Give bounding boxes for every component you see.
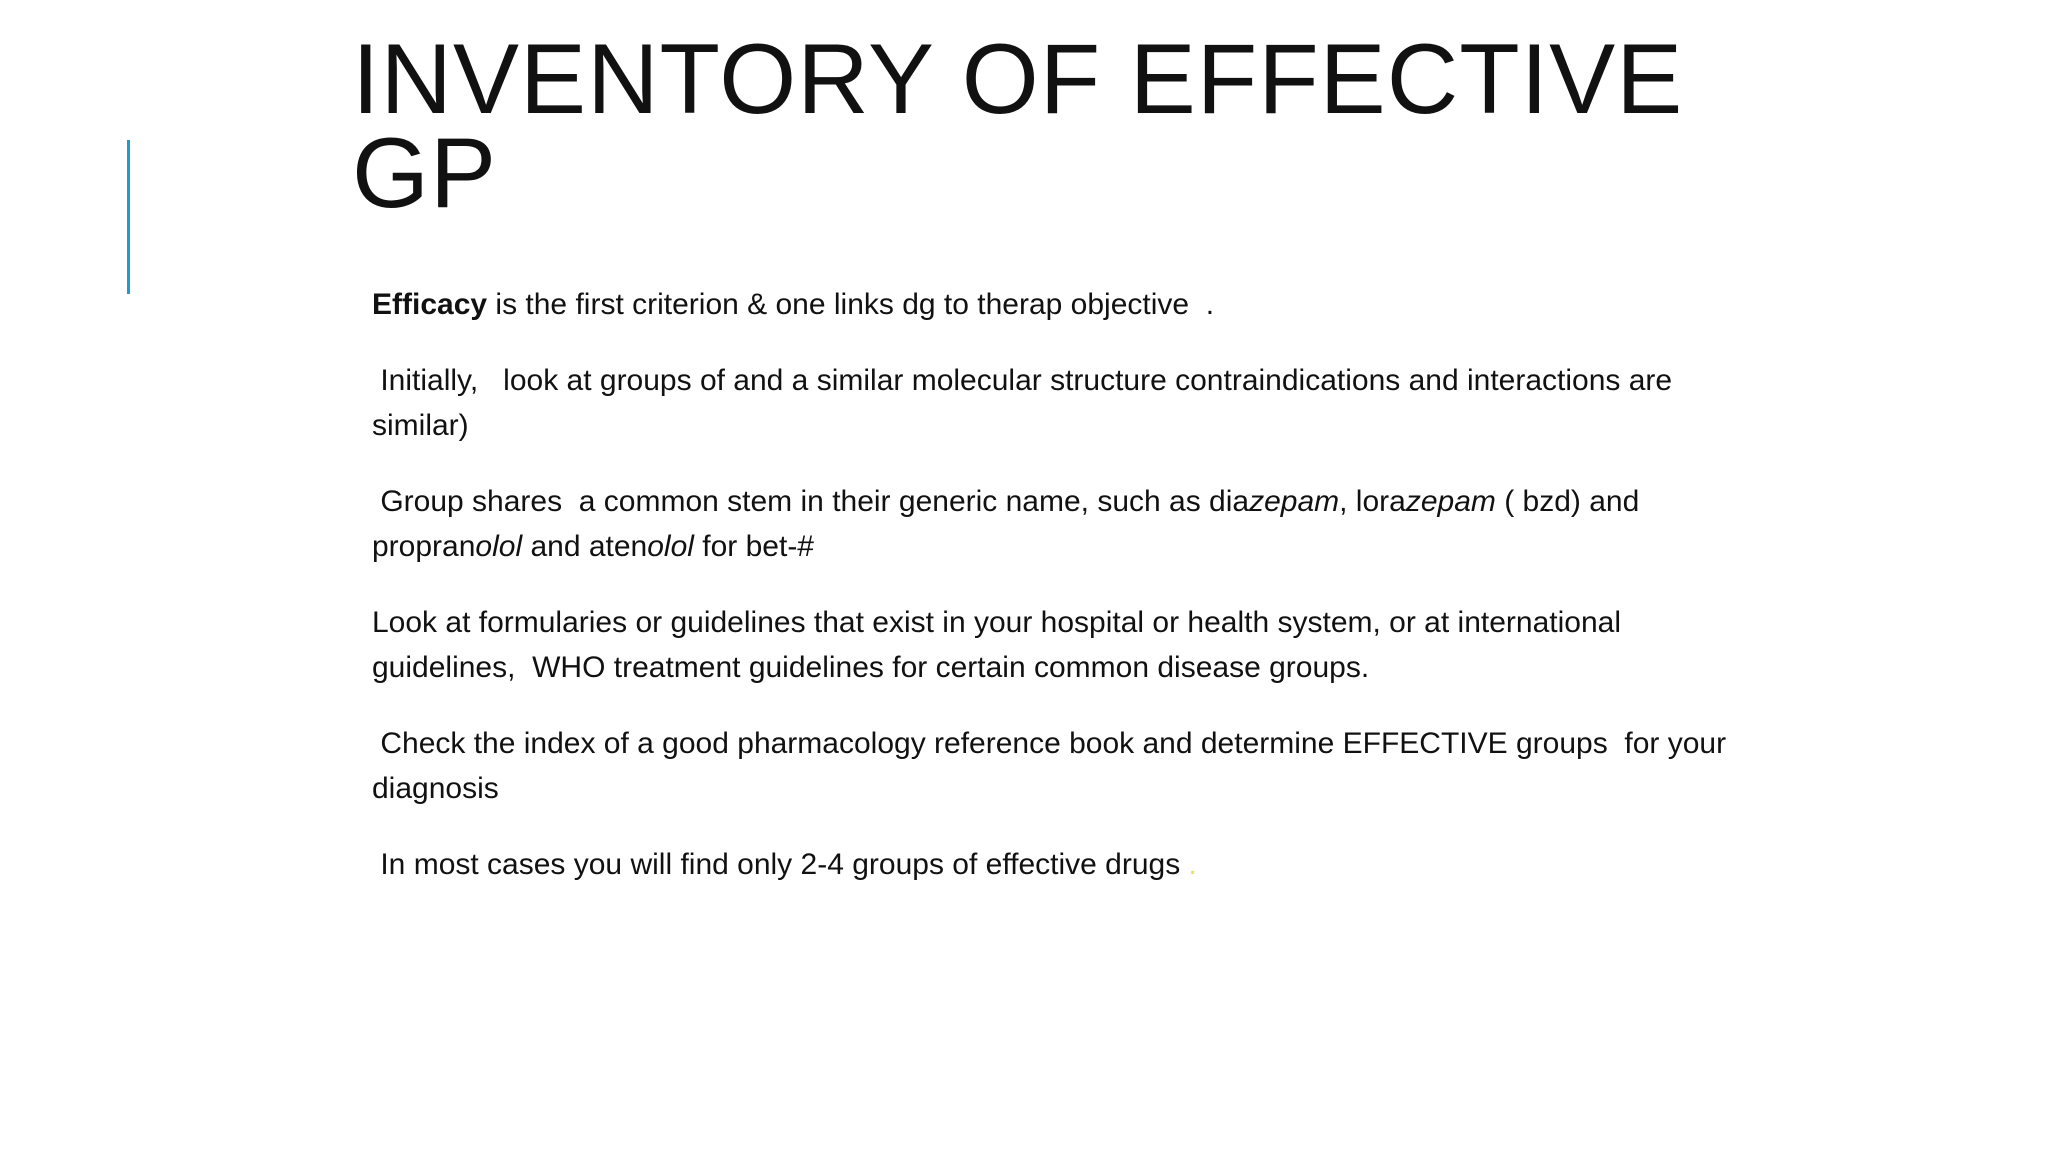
stem-italic-olol-2: olol: [647, 530, 694, 563]
stem-italic-olol-1: olol: [475, 530, 523, 563]
stem-text-g: and aten: [522, 530, 648, 563]
slide-title: [352, 23, 1952, 228]
stem-text-i: for bet-#: [693, 530, 814, 563]
stem-italic-zepam-1: zepam: [1249, 485, 1340, 518]
paragraph-group-stem: [372, 479, 1752, 569]
paragraph-formularies: Look at formularies or guidelines that exist in your hospital or health system, or at international guidelines, WHO treatment guidelines for certain common disease groups.: [372, 606, 1630, 684]
stem-text-e: ( bzd) and propran: [372, 485, 1648, 563]
paragraph-initially: Initially, look at groups of and a similar molecular structure contraindications and interactions are similar): [372, 364, 1689, 442]
accent-bar: [127, 140, 130, 294]
paragraph-efficacy: [372, 282, 1752, 327]
slide-body: [372, 282, 1752, 918]
stem-text-c: , lora: [1339, 485, 1406, 518]
title-line-2: GP: [352, 117, 498, 228]
highlight-dot: .: [1188, 848, 1197, 881]
efficacy-term: Efficacy: [372, 288, 488, 321]
most-cases-text: In most cases you will find only 2-4 groups of effective drugs: [372, 848, 1189, 881]
stem-text-a: Group shares a common stem in their generic name, such as dia: [372, 485, 1250, 518]
stem-italic-zepam-2: zepam: [1405, 485, 1496, 518]
paragraph-most-cases: [372, 842, 1752, 887]
paragraph-reference-book: Check the index of a good pharmacology reference book and determine EFFECTIVE groups for your diagnosis: [372, 727, 1735, 805]
efficacy-text: is the first criterion & one links dg to therap objective .: [487, 288, 1215, 321]
title-line-1: INVENTORY OF EFFECTIVE: [352, 23, 1684, 134]
